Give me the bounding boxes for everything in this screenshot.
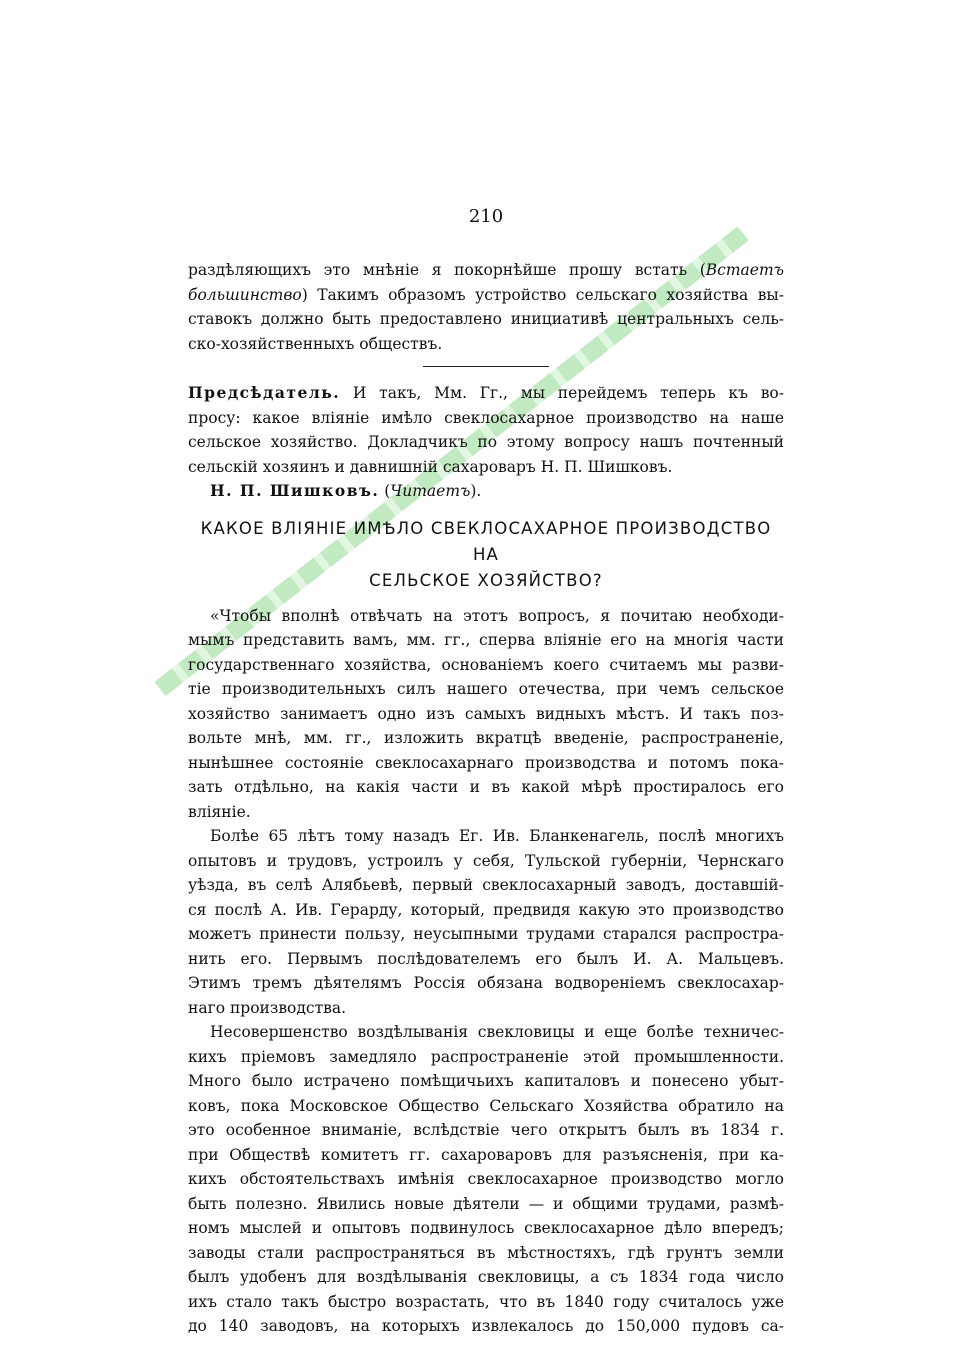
text-line: заводы стали распространяться въ мѣстностяхъ, гдѣ грунтъ земли [188,1243,784,1262]
text-line: ставокъ должно быть предоставлено инициативѣ центральныхъ сель- [188,310,784,328]
text-line: вольте мнѣ, мм. гг., изложить вкратцѣ введеніе, распространеніе, [188,729,784,747]
text-line: ся послѣ А. Ив. Герарду, который, предвидя какую это производство [188,900,784,919]
text-line: большинство) Такимъ образомъ устройство сельскаго хозяйства вы- [188,285,784,304]
text-line: «Чтобы вполнѣ отвѣчать на этотъ вопросъ, я почитаю необходи- [210,606,784,625]
text-line: вліяніе. [188,802,251,821]
text-line: былъ удобенъ для воздѣлыванія свекловицы, а съ 1834 года число [188,1268,784,1286]
chairman-paragraph [188,381,784,479]
speaker-name: Н. П. Шишковъ. [210,481,380,500]
speaker-name: Предсѣдатель. [188,383,341,402]
text-line: сельскій хозяинъ и давнишній сахароваръ Н. П. Шишковъ. [188,457,673,476]
text-line: нить его. Первымъ послѣдователемъ его былъ И. А. Мальцевъ. [188,949,784,968]
title-line-2: СЕЛЬСКОЕ ХОЗЯЙСТВО? [369,570,603,590]
text-line: мымъ представить вамъ, мм. гг., сперва вліяніе его на многія части [188,631,784,649]
text-line: ихъ стало такъ быстро возрастать, что въ 1840 году считалось уже [188,1292,784,1311]
text-line: опытовъ и трудовъ, устроилъ у себя, Тульской губерніи, Чернскаго [188,851,784,870]
text-line: кихъ обстоятельствахъ имѣнія свеклосахарное производство могло [188,1170,784,1188]
text-line: Этимъ тремъ дѣятелямъ Россія обязана водвореніемъ свеклосахар- [188,974,784,992]
text-line: это особенное вниманіе, вслѣдствіе чего открытъ былъ въ 1834 г. [188,1121,784,1139]
text-line: кихъ пріемовъ замедляло распространеніе этой промышленности. [188,1047,784,1066]
text-line: можетъ принести пользу, неусыпными трудами старался распростра- [188,925,784,943]
text-line: при Обществѣ комитетъ гг. сахароваровъ для разъясненія, при ка- [188,1145,784,1164]
page-content [188,206,784,1339]
page-number: 210 [468,206,504,227]
title-line-1: КАКОЕ ВЛІЯНІЕ ИМѢЛО СВЕКЛОСАХАРНОЕ ПРОИЗВОДСТВО НА [200,518,772,564]
text-line: государственнаго хозяйства, основаніемъ коего считаемъ мы разви- [188,655,784,674]
text-line: ковъ, пока Московское Общество Сельскаго Хозяйства обратило на [188,1096,784,1115]
text-line: хозяйство занимаетъ одно изъ самыхъ видныхъ мѣстъ. И такъ поз- [188,704,784,723]
text-line: сельское хозяйство. Докладчикъ по этому вопросу нашъ почтенный [188,433,784,451]
report-title [188,516,784,594]
text-line: до 140 заводовъ, на которыхъ извлекалось до 150,000 пудовъ са- [188,1317,784,1335]
paragraph-1 [188,604,784,825]
text-line: наго производства. [188,998,347,1017]
text-line: уѣзда, въ селѣ Алябьевѣ, первый свеклосахарный заводъ, доставшій- [188,876,784,894]
text-line: просу: какое вліяніе имѣло свеклосахарное производство на наше [188,408,784,427]
text-line: быть полезно. Явились новые дѣятели — и общими трудами, размѣ- [188,1194,784,1213]
text-line: Болѣе 65 лѣтъ тому назадъ Ег. Ив. Бланкенагель, послѣ многихъ [210,827,784,845]
text-line: Н. П. Шишковъ. (Читаетъ). [210,481,482,500]
reader-line [188,479,784,504]
text-line: нынѣшнее состояніе свеклосахарнаго производства и потомъ пока- [188,753,784,772]
text-line: тіе производительныхъ силъ нашего отечества, при чемъ сельское [188,680,784,698]
text-line: Предсѣдатель. И такъ, Мм. Гг., мы перейдемъ теперь къ во- [188,383,784,402]
text-line: Много было истрачено помѣщичьихъ капиталовъ и понесено убыт- [188,1072,784,1090]
paragraph-2 [188,824,784,1020]
intro-paragraph [188,258,784,356]
section-divider [423,366,549,367]
text-line: Несовершенство воздѣлыванія свекловицы и еще болѣе техничес- [210,1023,784,1041]
text-line: зать отдѣльно, на какія части и въ какой мѣрѣ простиралось его [188,778,784,796]
paragraph-3 [188,1020,784,1339]
text-line: номъ мыслей и опытовъ подвинулось свеклосахарное дѣло впередъ; [188,1219,784,1237]
text-line: раздѣляющихъ это мнѣніе я покорнѣйше прошу встать (Встаетъ [188,261,784,279]
text-line: ско-хозяйственныхъ обществъ. [188,334,443,353]
